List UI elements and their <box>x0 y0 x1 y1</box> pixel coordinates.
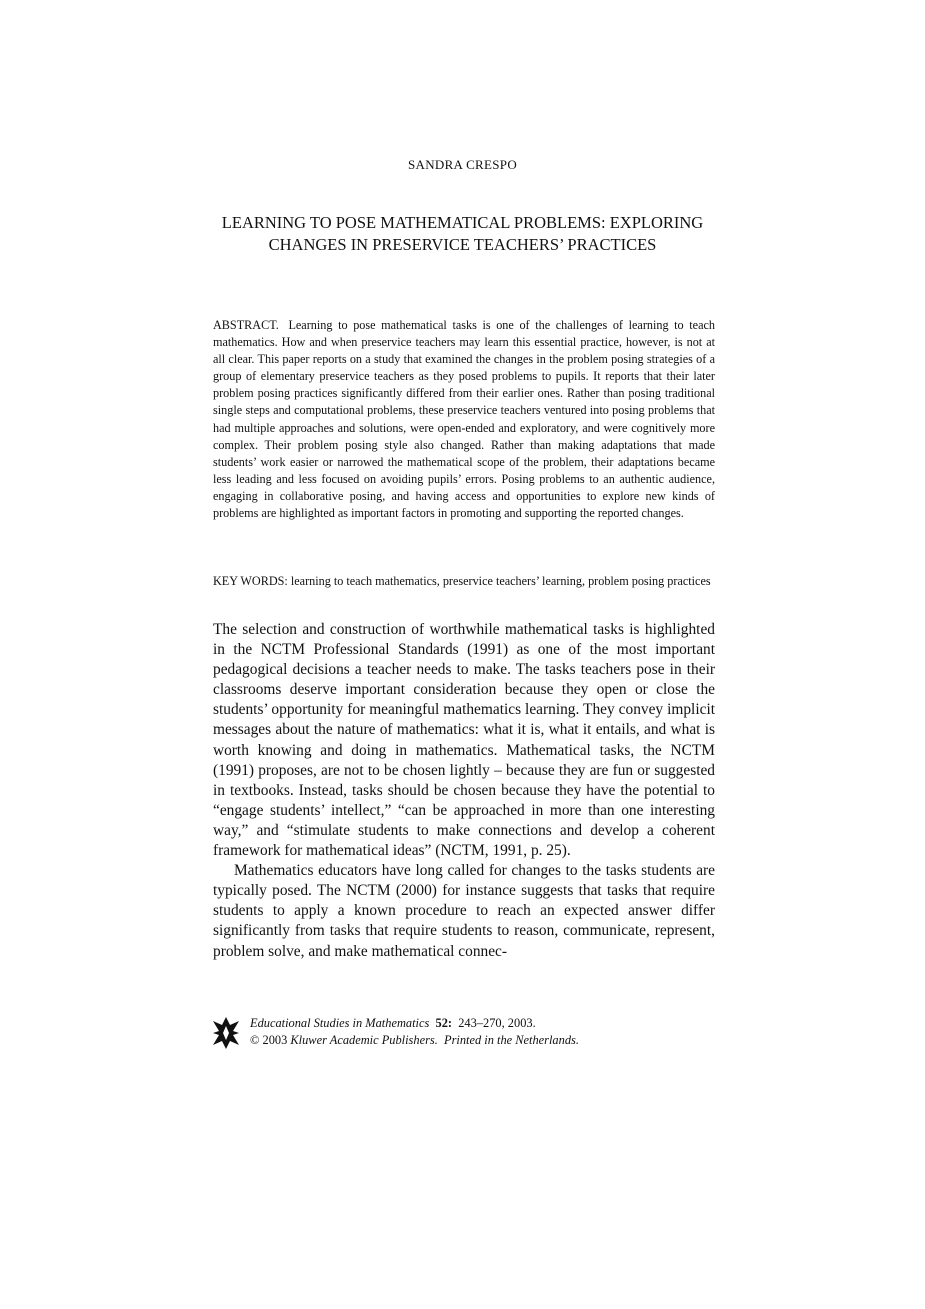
body-paragraph-1: The selection and construction of worthwhile mathematical tasks is highlighted in the NCTM Professional Standards (1991) as one of the most important pedagogical decisions a teacher needs to make. The tasks teachers pose in their classrooms deserve important consideration because they open or close the students’ opportunity for meaningful mathematics learning. They convey implicit messages about the nature of mathematics: what it is, what it entails, and what is worth knowing and doing in mathematics. Mathematical tasks, the NCTM (1991) proposes, are not to be chosen lightly – because they are fun or suggested in textbooks. Instead, tasks should be chosen because they have the potential to “engage students’ intellect,” “can be approached in more than one interesting way,” and “stimulate students to make connections and develop a coherent framework for mathematical ideas” (NCTM, 1991, p. 25). <box>213 621 715 860</box>
keywords <box>213 573 715 590</box>
keywords-label: KEY WORDS: <box>213 574 288 588</box>
keywords-text: learning to teach mathematics, preservice teachers’ learning, problem posing practices <box>290 574 711 588</box>
footer-line-1 <box>250 1015 579 1032</box>
title-line-2: CHANGES IN PRESERVICE TEACHERS’ PRACTICES <box>268 235 657 254</box>
title-line-1: LEARNING TO POSE MATHEMATICAL PROBLEMS: EXPLORING <box>221 213 704 232</box>
author-name: SANDRA CRESPO <box>407 157 518 172</box>
journal-volume: 52: <box>435 1016 453 1030</box>
abstract-text: Learning to pose mathematical tasks is one of the challenges of learning to teach mathematics. How and when preservice teachers may learn this essential practice, however, is not at all clear. This paper reports on a study that examined the changes in the problem posing strategies of a group of elementary preservice teachers as they posed problems to pupils. It reports that their later problem posing practices significantly differed from their earlier ones. Rather than posing traditional single steps and computational problems, these preservice teachers ventured into posing problems that had multiple approaches and solutions, were open-ended and exploratory, and were cognitively more complex. Their problem posing style also changed. Rather than making adaptations that made students’ work easier or narrowed the mathematical scope of the problem, their adaptations became less leading and less focused on avoiding pupils’ errors. Posing problems to an authentic audience, engaging in collaborative posing, and having access and opportunities to explore new kinds of problems are highlighted as important factors in promoting and supporting the reported changes. <box>213 318 715 521</box>
body-text <box>213 620 715 962</box>
publisher: Kluwer Academic Publishers. <box>290 1033 438 1048</box>
kluwer-logo-icon <box>213 1017 239 1049</box>
copyright: © 2003 <box>250 1033 288 1048</box>
body-paragraph-2: Mathematics educators have long called for changes to the tasks students are typically posed. The NCTM (2000) for instance suggests that tasks that require students to apply a known procedure to reach an expected answer differ significantly from tasks that require students to reason, communicate, represent, problem solve, and make mathematical connec- <box>213 862 715 960</box>
abstract <box>213 317 715 522</box>
journal-pages: 243–270, 2003. <box>458 1016 536 1030</box>
journal-name: Educational Studies in Mathematics <box>250 1016 430 1030</box>
printed-in: Printed in the Netherlands. <box>444 1033 579 1048</box>
article-title <box>190 212 735 256</box>
footer-line-2 <box>250 1032 579 1049</box>
footer-citation <box>250 1015 579 1049</box>
footer <box>213 1015 733 1055</box>
abstract-label: ABSTRACT. <box>213 318 279 332</box>
